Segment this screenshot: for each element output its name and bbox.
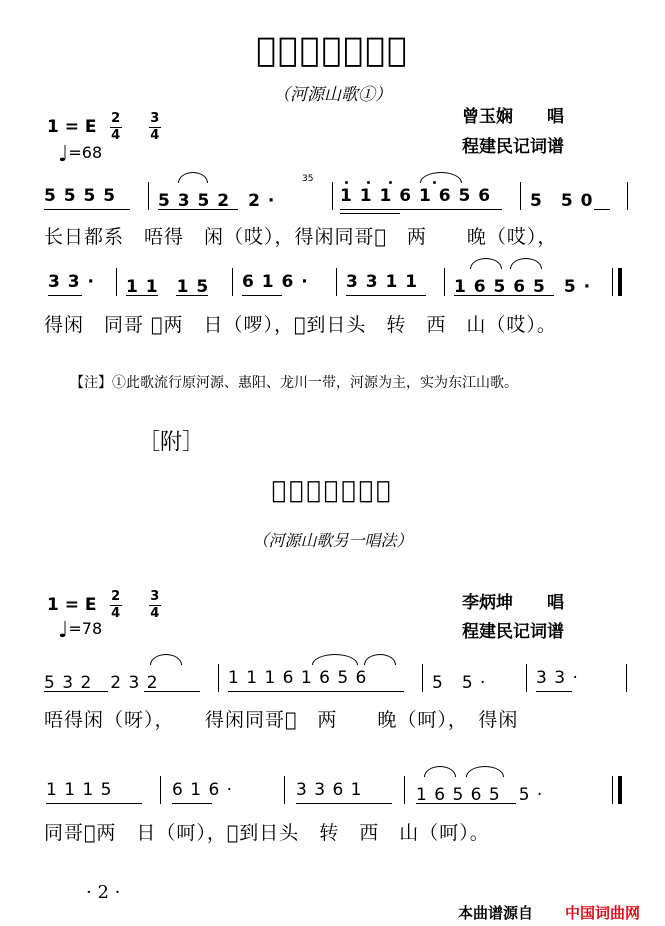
notation-measure: 5 5 0 xyxy=(530,191,594,211)
bar-line xyxy=(160,776,161,804)
final-bar-line xyxy=(618,268,622,296)
octave-dot xyxy=(367,181,370,184)
beam-underline xyxy=(44,691,108,692)
bar-line xyxy=(336,268,337,296)
appendix-title: 𠯠到日头转西山 xyxy=(271,476,394,504)
beam-underline xyxy=(48,295,82,296)
beam-underline xyxy=(172,803,212,804)
key-signature: 1 = E xyxy=(47,117,97,137)
notation-measure: 3 3 · xyxy=(48,272,95,292)
bar-line xyxy=(332,182,333,210)
notation-measure: 5 5 5 5 xyxy=(44,186,117,206)
notation-measure: 3 3 6 1 xyxy=(296,780,363,800)
beam-underline xyxy=(46,803,142,804)
bar-line xyxy=(232,268,233,296)
notation-measure: 5 3 2 2 3 2 xyxy=(44,673,159,693)
bar-line xyxy=(526,664,527,692)
bar-line xyxy=(626,664,627,692)
beam-underline xyxy=(416,803,516,804)
bar-line xyxy=(404,776,405,804)
singer-credit: 李炳坤 唱 xyxy=(462,593,564,613)
notation-measure: 5 3 5 2 2 · xyxy=(158,191,276,211)
beam-underline xyxy=(454,295,554,296)
bar-line xyxy=(444,268,445,296)
notation-measure: 5 5 · xyxy=(432,673,487,693)
beam-underline xyxy=(536,691,572,692)
bar-line xyxy=(116,268,117,296)
key-signature: 1 = E xyxy=(47,595,97,615)
beam-underline xyxy=(228,691,404,692)
lyrics-line: 唔得闲（呀）， 得闲同哥𠯠 两 晚（呵）， 得闲 xyxy=(44,709,519,731)
quarter-note-icon: ♩ xyxy=(58,618,69,643)
slur xyxy=(178,172,208,183)
slur xyxy=(510,258,542,269)
beam-underline xyxy=(242,295,282,296)
notation-measure: 6 1 6 · xyxy=(242,272,309,292)
beam-underline xyxy=(346,295,426,296)
key-signature-block xyxy=(47,590,161,621)
beam-underline xyxy=(176,295,208,296)
time-signature-2-4: $\frac{2}{4}$ xyxy=(111,111,121,143)
time-signature-3-4: $\frac{3}{4}$ xyxy=(150,589,160,621)
song-subtitle: （河源山歌①） xyxy=(273,85,392,105)
beam-underline xyxy=(126,295,158,296)
beam-underline xyxy=(296,803,392,804)
slur xyxy=(424,766,456,777)
slur xyxy=(364,654,396,665)
appendix-label: ［附］ xyxy=(138,430,205,455)
beam-underline xyxy=(44,209,130,210)
bar-line xyxy=(627,182,628,210)
octave-dot xyxy=(433,181,436,184)
notation-measure: 1 1 1 6 1 6 5 6 xyxy=(228,668,368,688)
time-signature-3-4: $\frac{3}{4}$ xyxy=(150,111,160,143)
notation-measure: 1 1 1 5 xyxy=(46,780,113,800)
bar-line xyxy=(422,664,423,692)
notation-measure: 1 6 5 6 5 5 · xyxy=(454,277,592,297)
final-bar-line xyxy=(618,776,622,804)
beam-underline xyxy=(158,209,238,210)
song-title: 𠯠到日头转西山 xyxy=(256,30,409,69)
bar-line xyxy=(612,268,613,296)
beam-underline xyxy=(340,213,400,214)
beam-underline xyxy=(144,691,200,692)
notation-measure: 3 3 · xyxy=(536,668,579,688)
slur xyxy=(150,654,182,665)
octave-dot xyxy=(389,181,392,184)
slur xyxy=(312,654,358,665)
slur xyxy=(420,172,462,183)
source-site-link[interactable]: 中国词曲网 xyxy=(565,904,641,922)
notation-measure: 1 1 1 6 1 6 5 6 xyxy=(340,186,492,206)
bar-line xyxy=(218,664,219,692)
slur xyxy=(466,766,504,777)
key-signature-block xyxy=(47,112,161,143)
notation-measure: 1 1 1 5 xyxy=(126,277,210,297)
beam-underline xyxy=(340,209,502,210)
lyrics-line: 同哥𠯠两 日（呵），𠯠到日头 转 西 山（呵）。 xyxy=(44,822,490,844)
beam-underline xyxy=(594,209,610,210)
grace-note: 35 xyxy=(302,174,314,184)
tempo-marking: ♩=78 xyxy=(58,618,103,643)
source-text: 本曲谱源自 xyxy=(458,904,534,922)
bar-line xyxy=(148,182,149,210)
bar-line xyxy=(612,776,613,804)
slur xyxy=(470,258,502,269)
bar-line xyxy=(520,182,521,210)
tempo-marking: ♩=68 xyxy=(58,142,103,167)
recorder-credit: 程建民记词谱 xyxy=(462,137,564,157)
bar-line xyxy=(284,776,285,804)
notation-measure: 1 6 5 6 5 5 · xyxy=(416,785,544,805)
page-number: · 2 · xyxy=(86,882,121,903)
notation-measure: 6 1 6 · xyxy=(172,780,234,800)
octave-dot xyxy=(345,181,348,184)
footnote: 【注】①此歌流行原河源、惠阳、龙川一带，河源为主，实为东江山歌。 xyxy=(70,375,518,391)
singer-credit: 曾玉娴 唱 xyxy=(462,107,564,127)
quarter-note-icon: ♩ xyxy=(58,142,69,167)
time-signature-2-4: $\frac{2}{4}$ xyxy=(111,589,121,621)
notation-measure: 3 3 1 1 xyxy=(346,272,419,292)
appendix-subtitle: （河源山歌另一唱法） xyxy=(252,531,413,550)
lyrics-line: 得闲 同哥 𠯠两 日（啰），𠯠到日头 转 西 山（哎）。 xyxy=(44,314,557,336)
recorder-credit: 程建民记词谱 xyxy=(462,622,564,642)
lyrics-line: 长日都系 唔得 闲（哎），得闲同哥𠯠 两 晚（哎）， xyxy=(44,226,558,248)
